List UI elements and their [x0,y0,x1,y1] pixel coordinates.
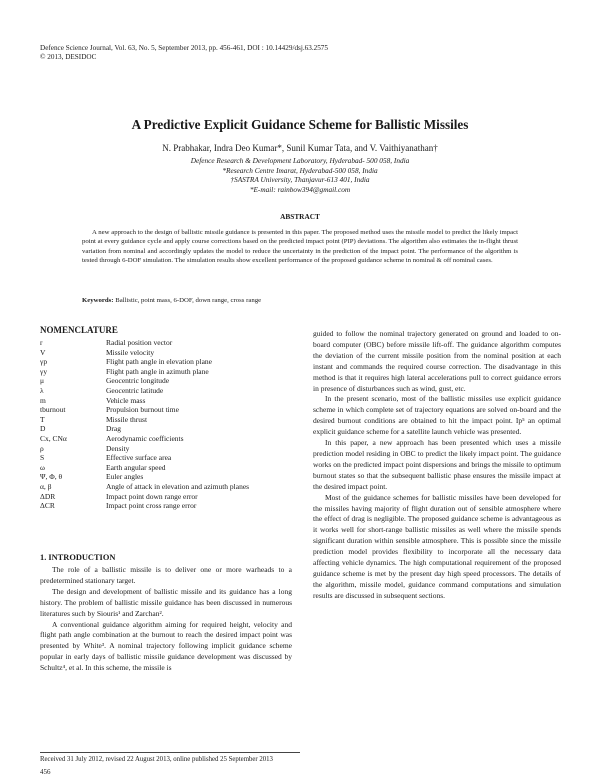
nomenclature-symbol: γy [40,366,48,376]
nomenclature-row [40,463,290,473]
nomenclature-list [40,338,290,511]
nomenclature-symbol: T [40,414,45,424]
nomenclature-row [40,396,290,406]
nomenclature-symbol: Cx, CNα [40,433,67,443]
nomenclature-definition: Flight path angle in azimuth plane [106,366,209,376]
nomenclature-definition: Missile velocity [106,347,155,357]
paragraph: Most of the guidance schemes for ballistic missiles have been developed for the missiles having majority of flight duration out of sensible atmosphere where the effect of drag is negligible. The proposed guidance scheme is advantageous as it works well for short-range ballistic missiles as well where the missile spends significant duration within sensible atmosphere. This is possible since the missile prediction model provides flexibility to incorporate all the necessary data affecting vehicle dynamics. The high computational requirement of the proposed guidance scheme is met by the present day high speed processors. The details of the algorithm, missile model, guidance command computations and simulation results are discussed in subsequent sections. [313,492,561,600]
nomenclature-row [40,338,290,348]
affiliation-1: Defence Research & Development Laboratory, Hyderabad- 500 058, India [190,156,410,165]
keywords-label: Keywords: [82,297,114,304]
nomenclature-definition: Vehicle mass [106,395,146,405]
keywords [82,297,518,304]
nomenclature-row [40,482,290,492]
nomenclature-definition: Drag [106,424,121,434]
authors: N. Prabhakar, Indra Deo Kumar*, Sunil Kumar Tata, and V. Vaithiyanathan† [162,143,438,153]
journal-citation: Defence Science Journal, Vol. 63, No. 5, September 2013, pp. 456-461, DOI : 10.14429/dsj.63.2575 [40,44,328,52]
nomenclature-definition: Geocentric latitude [106,385,164,395]
nomenclature-definition: Impact point down range error [106,491,198,501]
nomenclature-row [40,386,290,396]
nomenclature-row [40,444,290,454]
nomenclature-symbol: ΔCR [40,501,55,511]
paragraph: In this paper, a new approach has been presented which uses a missile prediction model residing in OBC to predict the likely impact point. The guidance works on the predicted impact point dispersions and brings the missile to optimum burnout states so that the subsequent ballistic phase ensures the missile impact at the desired impact point. [313,438,561,491]
nomenclature-symbol: ω [40,462,45,472]
abstract-heading: ABSTRACT [280,212,320,221]
affiliations [0,156,600,194]
introduction-heading: 1. INTRODUCTION [40,553,116,562]
contact-email: *E-mail: rainbow394@gmail.com [249,184,351,194]
nomenclature-definition: Euler angles [106,472,144,482]
paragraph: A conventional guidance algorithm aiming for required height, velocity and flight path angle combination at the burnout to reach the desired impact point was presented by White³. A nominal trajectory following implicit guidance scheme popular in early days of ballistic missile guidance development was discussed by Schultz⁴, et al. In this scheme, the missile is [40,619,292,673]
paragraph: The role of a ballistic missile is to deliver one or more warheads to a predetermined stationary target. [40,565,292,585]
nomenclature-symbol: V [40,347,46,357]
nomenclature-row [40,472,290,482]
keywords-list: Ballistic, point mass, 6-DOF, down range, cross range [113,297,262,304]
nomenclature-definition: Geocentric longitude [106,376,170,386]
nomenclature-symbol: γp [40,357,48,367]
nomenclature-symbol: α, β [40,481,52,491]
nomenclature-definition: Density [106,443,130,453]
nomenclature-row [40,348,290,358]
copyright: © 2013, DESIDOC [40,53,97,62]
nomenclature-definition: Missile thrust [106,414,148,424]
nomenclature-row [40,453,290,463]
nomenclature-row [40,492,290,502]
nomenclature-symbol: μ [40,376,45,386]
page-number: 456 [40,768,51,776]
nomenclature-heading: NOMENCLATURE [40,325,118,335]
nomenclature-symbol: m [40,395,46,405]
nomenclature-symbol: S [40,453,45,463]
nomenclature-symbol: D [40,424,46,434]
nomenclature-row [40,434,290,444]
left-column-text [40,565,292,674]
paragraph: The design and development of ballistic missile and its guidance has a long history. The problem of ballistic missile guidance has been discussed in numerous literatures such by Siouris¹ and Zarchan². [40,586,292,618]
affiliation-2: *Research Centre Imarat, Hyderabad-500 058, India [222,165,378,175]
nomenclature-definition: Effective surface area [106,453,172,463]
nomenclature-row [40,376,290,386]
nomenclature-symbol: ρ [40,443,44,453]
paragraph: guided to follow the nominal trajectory generated on ground and loaded to on-board computer (OBC) before missile lift-off. The guidance algorithm computes the deviation of the current missile position from the nominal position at each instant and commands the required course correction. The disadvantage in this method is that it requires high lateral accelerations pull to correct guidance errors in presence of disturbances such as wind, gust, etc. [313,329,561,393]
nomenclature-row [40,501,290,511]
nomenclature-row [40,357,290,367]
affiliation-3: †SASTRA University, Thanjavur-613 401, India [230,175,370,185]
nomenclature-definition: Propulsion burnout time [106,405,179,415]
right-column-text [313,329,561,602]
paragraph: In the present scenario, most of the ballistic missiles use explicit guidance scheme in which complete set of trajectory equations are solved on-board and the desired burnout conditions are obtained to hit the impact point. Ip⁵ an optimal explicit guidance scheme for a satellite launch vehicle was presented. [313,394,561,437]
nomenclature-symbol: tburnout [40,405,66,415]
received-dates: Received 31 July 2012, revised 22 August 2013, online published 25 September 2013 [40,756,273,763]
nomenclature-symbol: λ [40,385,44,395]
nomenclature-definition: Radial position vector [106,338,173,347]
footnote-divider [40,752,300,753]
nomenclature-row [40,415,290,425]
nomenclature-definition: Impact point cross range error [106,501,197,511]
abstract-text: A new approach to the design of ballistic missile guidance is presented in this paper. The proposed method uses the missile model to predict the likely impact point at every guidance cycle and apply course corrections based on the predicted impact point (PIP) deviations. The algorithm also estimates the in-flight thrust variation from nominal and accordingly updates the model to reduce the uncertainty in the prediction of the impact point. The performance of the algorithm is tested through 6-DOF simulation. The simulation results show excellent performance of the proposed guidance scheme in nominal & off nominal cases. [82,229,518,264]
nomenclature-definition: Earth angular speed [106,462,166,472]
nomenclature-definition: Aerodynamic coefficients [106,433,184,443]
journal-header [40,44,328,63]
nomenclature-row [40,367,290,377]
nomenclature-symbol: r [40,338,43,347]
nomenclature-symbol: Ψ, Φ, θ [40,472,63,482]
nomenclature-row [40,424,290,434]
nomenclature-definition: Angle of attack in elevation and azimuth planes [106,481,250,491]
nomenclature-row [40,405,290,415]
nomenclature-symbol: ΔDR [40,491,56,501]
nomenclature-definition: Flight path angle in elevation plane [106,357,213,367]
paper-title: A Predictive Explicit Guidance Scheme for Ballistic Missiles [131,117,469,132]
